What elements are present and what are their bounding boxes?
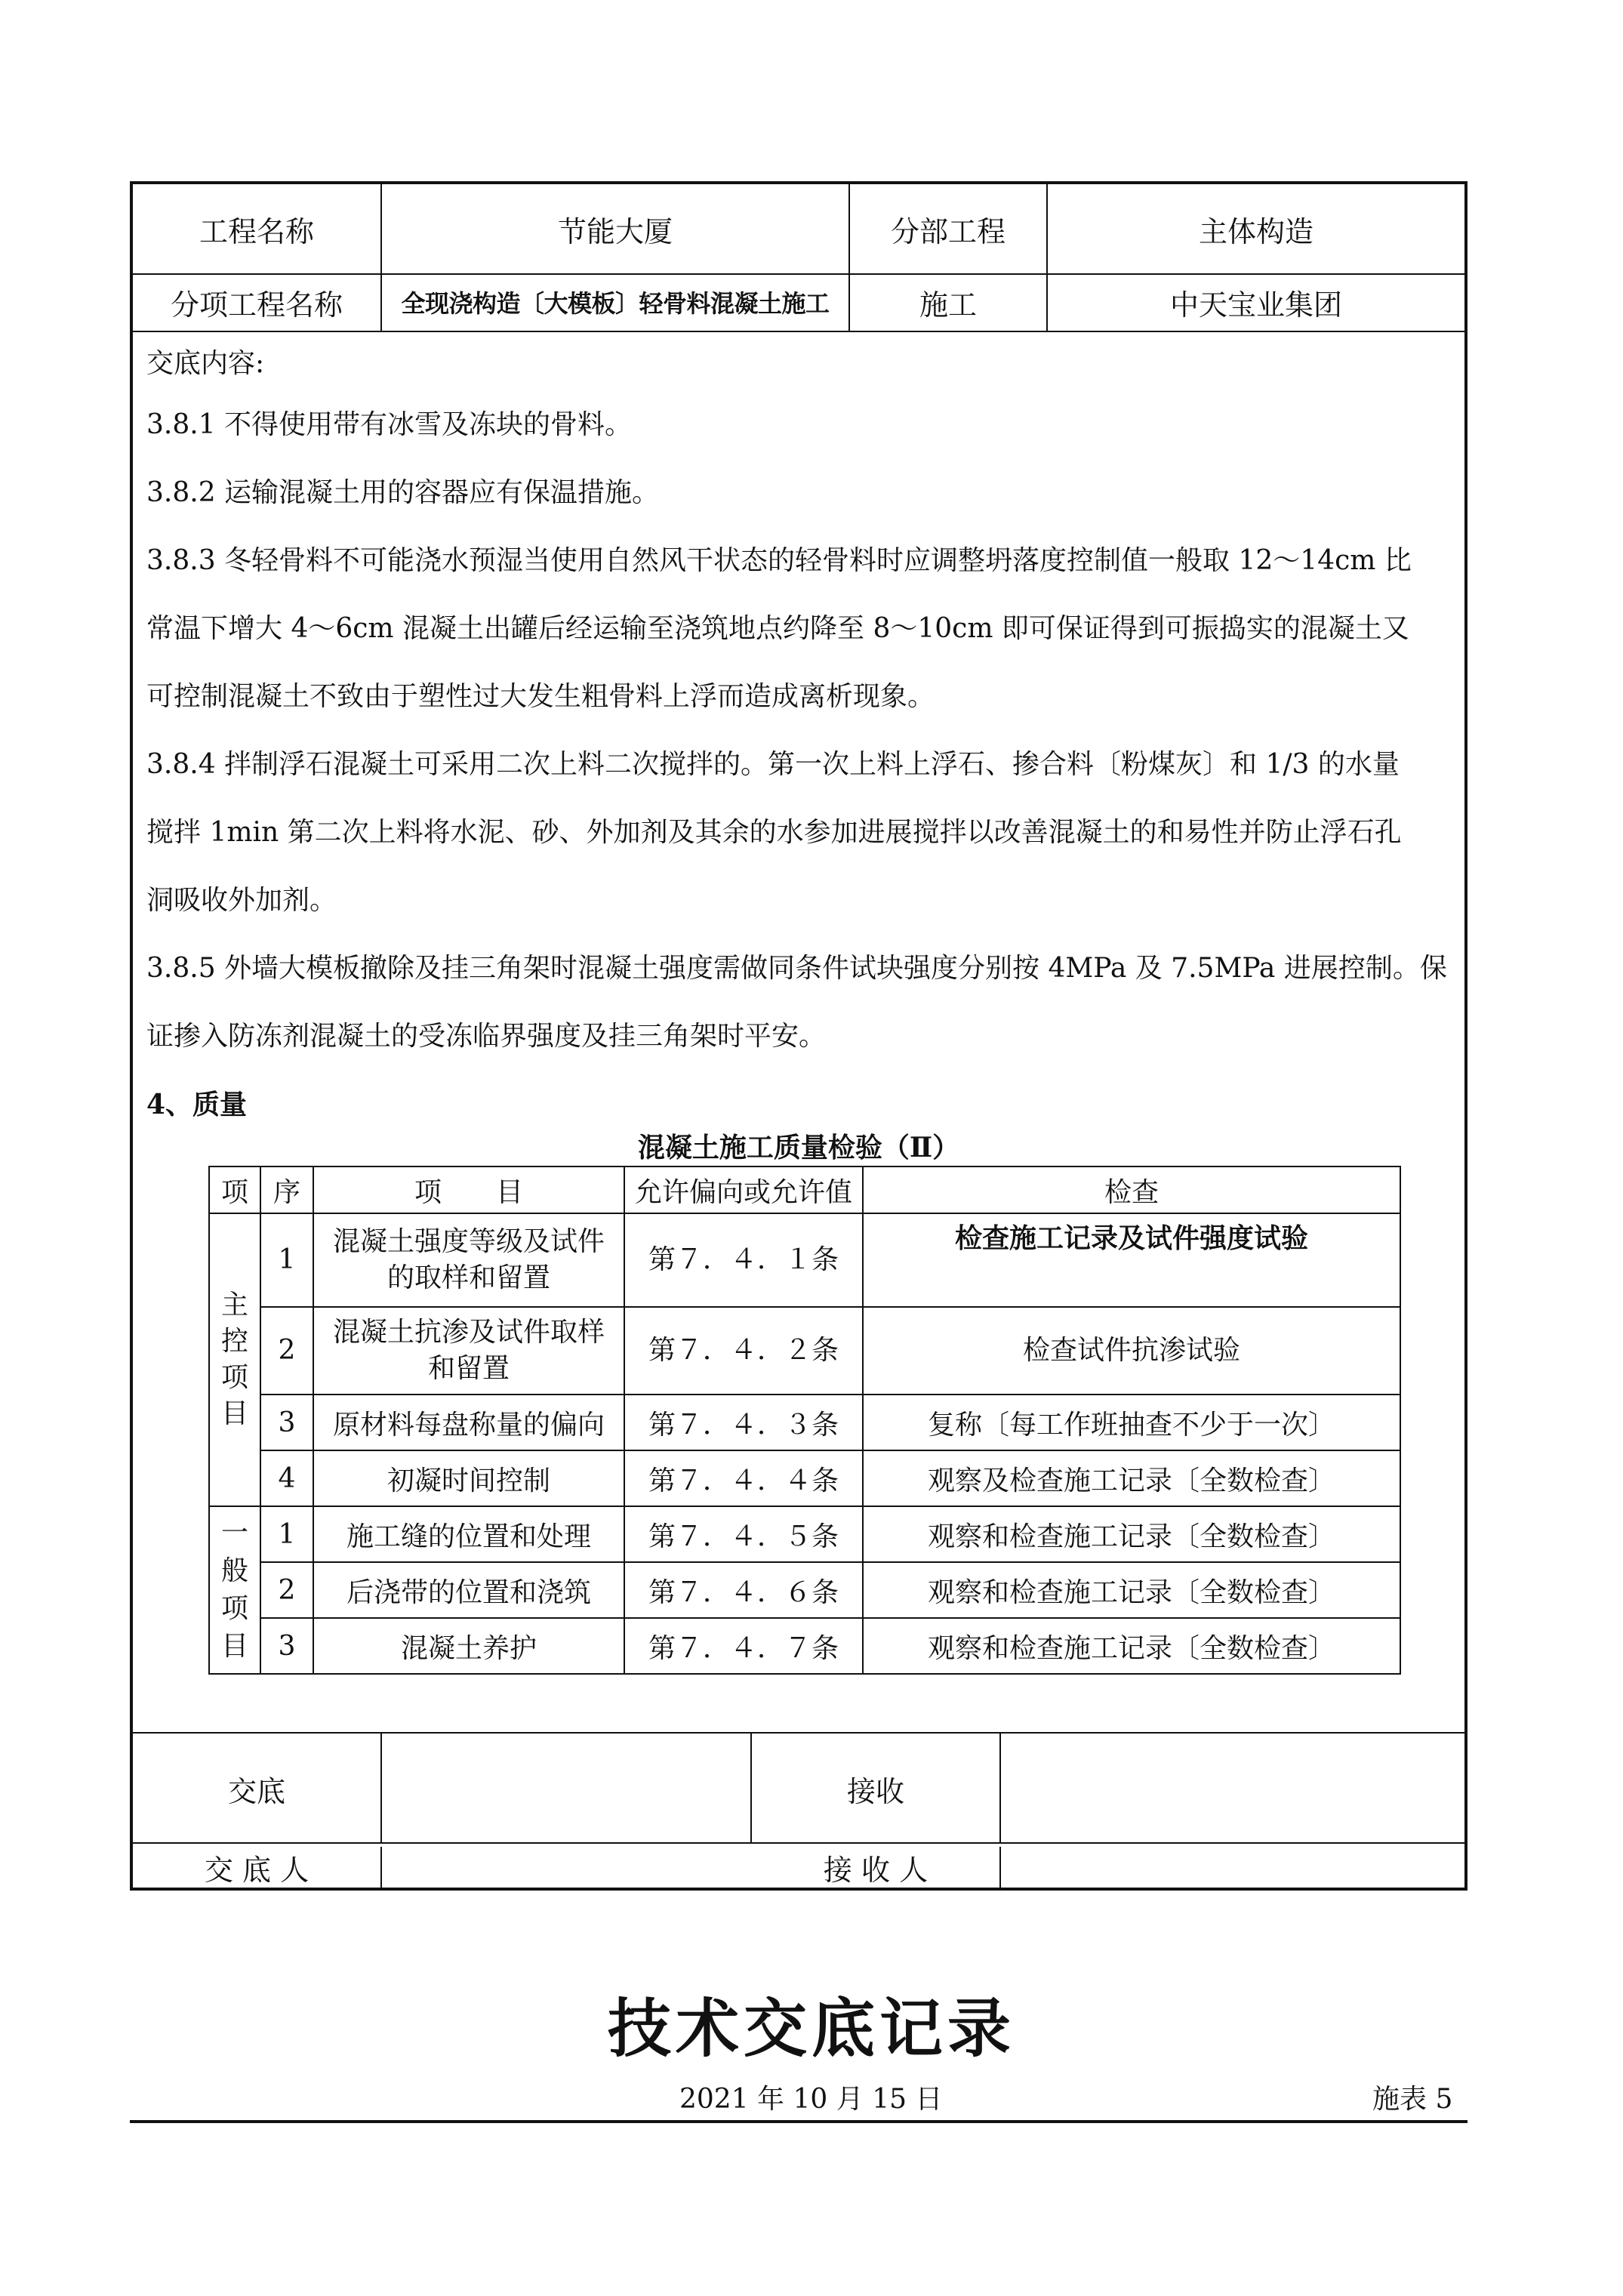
receive-field[interactable] (1001, 1734, 1464, 1844)
row-check: 检查施工记录及试件强度试验 (863, 1213, 1400, 1307)
quality-table-header (209, 1166, 1400, 1213)
construction-value: 中天宝业集团 (1169, 288, 1342, 322)
record-frame (130, 181, 1467, 1891)
subitem-value: 全现浇构造〔大模板〕轻骨料混凝土施工 (382, 273, 850, 331)
document-title: 技术交底记录 (607, 1992, 1015, 2066)
row-check: 观察及检查施工记录〔全数检查〕 (863, 1450, 1400, 1506)
table-row (209, 1618, 1400, 1674)
table-row (209, 1506, 1400, 1562)
paragraph-3-8-3-line-1: 3.8.3 冬轻骨料不可能浇水预湿当使用自然风干状态的轻骨料时应调整坍落度控制值一般取 12～14cm 比 (146, 545, 1412, 576)
row-no: 4 (260, 1450, 313, 1506)
row-check: 观察和检查施工记录〔全数检查〕 (863, 1562, 1400, 1618)
division-label: 分部工程 (850, 184, 1048, 273)
row-item (313, 1213, 624, 1307)
footer-divider (130, 2120, 1467, 2123)
signature-row-2 (133, 1842, 1464, 1891)
group-char: 项 (220, 1362, 248, 1393)
row-item: 后浇带的位置和浇筑 (313, 1562, 624, 1618)
handover-content (146, 337, 1451, 1139)
row-item-line: 的取样和留置 (387, 1262, 550, 1293)
signature-row-1 (133, 1732, 1464, 1844)
table-row (209, 1395, 1400, 1450)
row-no: 3 (260, 1395, 313, 1450)
receive-person-label: 接 收 人 (752, 1847, 1001, 1888)
paragraph-3-8-3-line-2: 常温下增大 4～6cm 混凝土出罐后经运输至浇筑地点约降至 8～10cm 即可保证得到可振捣实的混凝土又 (146, 613, 1409, 644)
group-char: 控 (220, 1326, 248, 1357)
header-category: 项 (209, 1166, 260, 1213)
quality-table (208, 1166, 1401, 1675)
construction-label: 施工 (850, 273, 1048, 331)
row-item-line: 混凝土抗渗及试件取样 (332, 1317, 605, 1348)
header-row-2 (133, 273, 1464, 332)
row-item-line: 混凝土强度等级及试件 (332, 1226, 605, 1257)
row-allowance: 第７．４．５条 (624, 1506, 863, 1562)
row-no: 2 (260, 1562, 313, 1618)
row-item: 初凝时间控制 (313, 1450, 624, 1506)
handover-person-label: 交 底 人 (133, 1847, 382, 1888)
table-row (209, 1213, 1400, 1307)
header-seq: 序 (260, 1166, 313, 1213)
row-item: 原材料每盘称量的偏向 (313, 1395, 624, 1450)
section-quality-heading: 4、质量 (146, 1089, 248, 1120)
row-check: 复称〔每工作班抽查不少于一次〕 (863, 1395, 1400, 1450)
row-item: 施工缝的位置和处理 (313, 1506, 624, 1562)
receive-label: 接收 (752, 1734, 1001, 1844)
paragraph-3-8-5-line-1: 3.8.5 外墙大模板撤除及挂三角架时混凝土强度需做同条件试块强度分别按 4MPa 及 7.5MPa 进展控制。保 (146, 953, 1447, 984)
row-item: 混凝土养护 (313, 1618, 624, 1674)
paragraph-3-8-4-line-2: 搅拌 1min 第二次上料将水泥、砂、外加剂及其余的水参加进展搅拌以改善混凝土的和易性并防止浮石孔 (146, 817, 1402, 848)
row-item-line: 和留置 (427, 1353, 510, 1384)
row-no: 3 (260, 1618, 313, 1674)
handover-field[interactable] (382, 1734, 752, 1844)
table-row (209, 1450, 1400, 1506)
row-allowance: 第７．４．６条 (624, 1562, 863, 1618)
paragraph-3-8-1: 3.8.1 不得使用带有冰雪及冻块的骨料。 (146, 409, 633, 440)
paragraph-3-8-3-line-3: 可控制混凝土不致由于塑性过大发生粗骨料上浮而造成离析现象。 (146, 681, 935, 712)
row-allowance: 第７．４．７条 (624, 1618, 863, 1674)
paragraph-3-8-2: 3.8.2 运输混凝土用的容器应有保温措施。 (146, 477, 660, 508)
table-row (209, 1562, 1400, 1618)
paragraph-3-8-5-line-2: 证掺入防冻剂混凝土的受冻临界强度及挂三角架时平安。 (146, 1021, 827, 1052)
header-item: 项 目 (313, 1166, 624, 1213)
row-check: 观察和检查施工记录〔全数检查〕 (863, 1506, 1400, 1562)
row-no: 1 (260, 1213, 313, 1307)
group-char: 目 (220, 1631, 248, 1662)
group-char: 一 (220, 1518, 248, 1549)
row-allowance: 第７．４．３条 (624, 1395, 863, 1450)
subitem-label: 分项工程名称 (133, 273, 382, 331)
row-allowance: 第７．４．１条 (624, 1213, 863, 1307)
row-allowance: 第７．４．４条 (624, 1450, 863, 1506)
content-intro: 交底内容: (146, 348, 265, 379)
project-name-label: 工程名称 (133, 184, 382, 273)
paragraph-3-8-4-line-3: 洞吸收外加剂。 (146, 885, 337, 916)
row-check: 检查试件抗渗试验 (863, 1307, 1400, 1395)
handover-label: 交底 (133, 1734, 382, 1844)
group-char: 目 (220, 1398, 248, 1429)
group-char: 主 (220, 1290, 248, 1321)
row-no: 1 (260, 1506, 313, 1562)
row-no: 2 (260, 1307, 313, 1395)
project-name-value: 节能大厦 (382, 184, 850, 273)
header-check: 检查 (863, 1166, 1400, 1213)
document-date: 2021 年 10 月 15 日 (679, 2084, 943, 2115)
table-row (209, 1307, 1400, 1395)
header-allowance: 允许偏向或允许值 (624, 1166, 863, 1213)
paragraph-3-8-4-line-1: 3.8.4 拌制浮石混凝土可采用二次上料二次搅拌的。第一次上料上浮石、掺合料〔粉煤灰〕和 1/3 的水量 (146, 749, 1400, 780)
quality-table-title: 混凝土施工质量检验（Ⅱ） (637, 1132, 960, 1163)
main-control-group-label (209, 1213, 260, 1506)
division-value: 主体构造 (1198, 214, 1313, 248)
form-number: 施表 5 (1372, 2084, 1453, 2115)
row-allowance: 第７．４．２条 (624, 1307, 863, 1395)
header-row-1 (133, 184, 1464, 275)
general-group-label (209, 1506, 260, 1674)
group-char: 项 (220, 1593, 248, 1624)
group-char: 般 (220, 1555, 248, 1586)
row-check: 观察和检查施工记录〔全数检查〕 (863, 1618, 1400, 1674)
row-item (313, 1307, 624, 1395)
